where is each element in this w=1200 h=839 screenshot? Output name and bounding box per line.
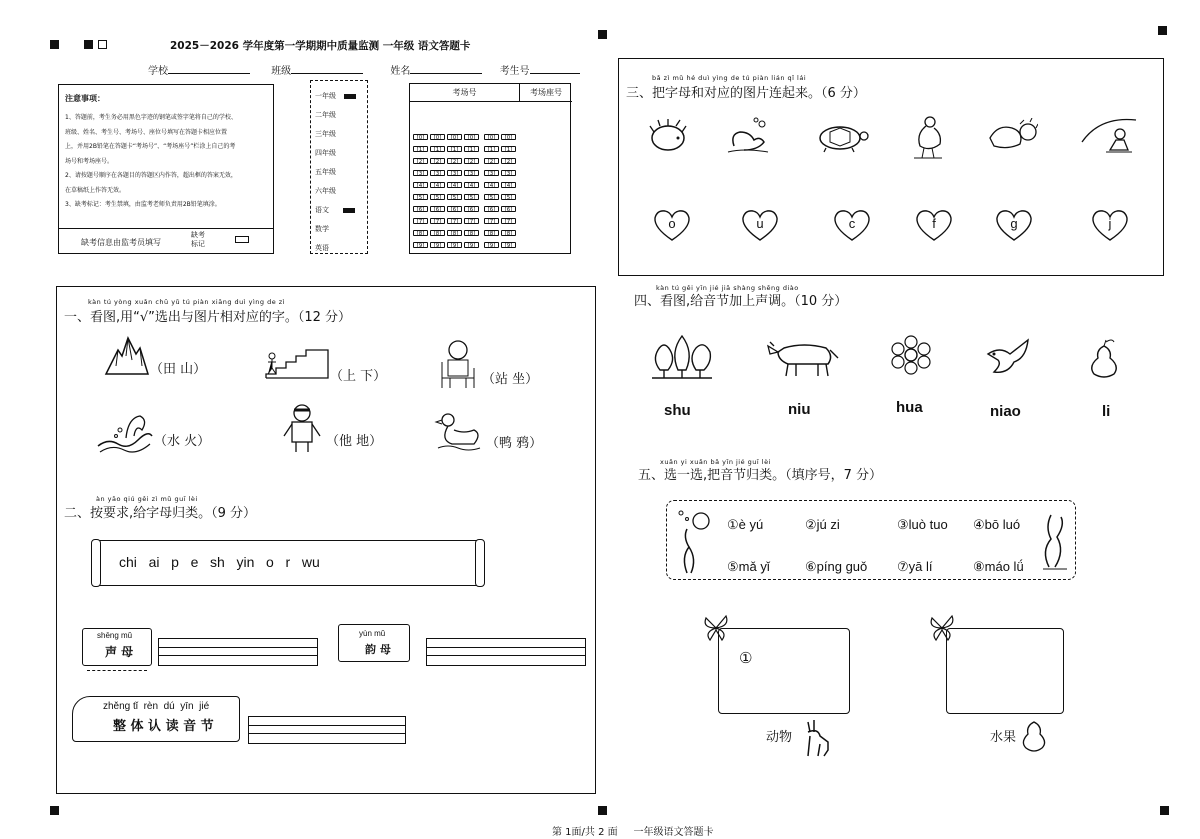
filled-answer: ① bbox=[739, 649, 753, 667]
zhengti-pinyin: zhěng tǐ rèn dú yīn jié bbox=[103, 701, 210, 712]
school-label: 学校 bbox=[148, 66, 168, 77]
fishing-boy-icon bbox=[1080, 112, 1142, 156]
q5-title: 五、选一选,把音节归类。（填序号，7 分） bbox=[638, 468, 883, 483]
digit-bubble[interactable]: [2] bbox=[430, 158, 445, 164]
digit-bubble[interactable]: [4] bbox=[464, 182, 479, 188]
shengmu-answer-lines[interactable] bbox=[158, 638, 318, 666]
goose-icon bbox=[724, 116, 772, 156]
letters-list: chi ai p e sh yin o r wu bbox=[119, 554, 320, 570]
digit-bubble[interactable]: [1] bbox=[447, 146, 462, 152]
digit-bubble[interactable]: [6] bbox=[413, 206, 428, 212]
hedgehog-icon bbox=[646, 118, 688, 154]
bubble-row[interactable] bbox=[412, 176, 517, 188]
heart-letter[interactable] bbox=[994, 208, 1034, 242]
bubble-row[interactable] bbox=[412, 152, 517, 164]
digit-bubble[interactable]: [6] bbox=[430, 206, 445, 212]
sitting-child-icon bbox=[436, 338, 480, 390]
bubble-row[interactable] bbox=[412, 164, 517, 176]
bubble-row[interactable] bbox=[412, 188, 517, 200]
yunmu-label: 韵 母 bbox=[365, 643, 391, 656]
digit-bubble[interactable]: [5] bbox=[501, 194, 516, 200]
digit-bubble[interactable]: [6] bbox=[484, 206, 499, 212]
zhengti-answer-lines[interactable] bbox=[248, 716, 406, 744]
digit-bubble[interactable]: [9] bbox=[464, 242, 479, 248]
digit-bubble[interactable]: [3] bbox=[447, 170, 462, 176]
pear-icon bbox=[1020, 718, 1048, 754]
q3-title: 三、把字母和对应的图片连起来。（6 分） bbox=[626, 86, 866, 101]
digit-bubble[interactable]: [9] bbox=[501, 242, 516, 248]
digit-bubble[interactable]: [9] bbox=[484, 242, 499, 248]
option-item: ⑦yā lí bbox=[897, 559, 933, 574]
option-item: ⑥píng guǒ bbox=[805, 559, 868, 574]
corner-mark bbox=[50, 806, 59, 815]
digit-bubble[interactable]: [5] bbox=[484, 194, 499, 200]
digit-bubble[interactable]: [0] bbox=[501, 134, 516, 140]
q1-option: （鸭 鸦） bbox=[486, 436, 543, 451]
q4-title: 四、看图,给音节加上声调。（10 分） bbox=[634, 294, 848, 309]
notice-line: 班级、姓名、考生号、考场号、座位号填写在答题卡相应位置 bbox=[65, 128, 228, 136]
q1-option: （水 火） bbox=[154, 434, 211, 449]
school-field[interactable] bbox=[168, 73, 250, 74]
animal-label: 动物 bbox=[766, 730, 793, 745]
water-wave-icon bbox=[96, 410, 154, 454]
digit-bubble[interactable]: [5] bbox=[447, 194, 462, 200]
digit-bubble[interactable]: [3] bbox=[413, 170, 428, 176]
option-item: ③luò tuo bbox=[897, 517, 948, 532]
trees-icon bbox=[650, 330, 714, 380]
heart-letter-text: j bbox=[1108, 216, 1112, 231]
digit-bubble[interactable]: [6] bbox=[447, 206, 462, 212]
q5-pinyin: xuǎn yi xuǎn bǎ yīn jié guī lèi bbox=[660, 458, 771, 466]
absent-checkbox[interactable] bbox=[235, 236, 249, 243]
grade-item[interactable]: 数学 bbox=[315, 225, 329, 233]
q1-option: （站 坐） bbox=[482, 372, 539, 387]
digit-bubble[interactable]: [4] bbox=[484, 182, 499, 188]
heart-letter-text: f bbox=[932, 216, 936, 231]
digit-bubble[interactable]: [8] bbox=[430, 230, 445, 236]
corner-mark bbox=[1158, 26, 1167, 35]
digit-bubble[interactable]: [1] bbox=[430, 146, 445, 152]
grade-item[interactable]: 二年级 bbox=[315, 111, 336, 119]
grade-item[interactable]: 语文 bbox=[315, 201, 356, 220]
bubble-row[interactable] bbox=[412, 200, 517, 212]
digit-bubble[interactable]: [5] bbox=[413, 194, 428, 200]
digit-bubble[interactable]: [1] bbox=[413, 146, 428, 152]
info-row bbox=[148, 62, 580, 77]
digit-bubble[interactable]: [1] bbox=[484, 146, 499, 152]
syllable: hua bbox=[896, 399, 923, 416]
q4-pinyin: kàn tú gěi yīn jié jiā shàng shēng diào bbox=[656, 284, 799, 292]
digit-bubble[interactable]: [3] bbox=[430, 170, 445, 176]
notice-line: 1、答题前，考生务必用黑色字迹的钢笔或签字笔将自己的学校、 bbox=[65, 114, 237, 121]
exam-no-label: 考生号 bbox=[499, 66, 530, 77]
bubble-row[interactable] bbox=[412, 140, 517, 152]
absent-note: 缺考信息由监考员填写 bbox=[81, 238, 161, 247]
digit-bubble[interactable]: [0] bbox=[413, 134, 428, 140]
options-row-1 bbox=[727, 517, 1020, 533]
divider bbox=[59, 228, 273, 229]
grade-item[interactable]: 五年级 bbox=[315, 168, 336, 176]
grade-item[interactable]: 四年级 bbox=[315, 149, 336, 157]
exam-no-field[interactable] bbox=[530, 73, 580, 74]
flower-icon bbox=[888, 334, 934, 376]
digit-bubble[interactable]: [8] bbox=[413, 230, 428, 236]
shengmu-pinyin: shēng mǔ bbox=[97, 631, 133, 640]
digit-bubble[interactable]: [2] bbox=[464, 158, 479, 164]
q3-pinyin: bǎ zì mǔ hé duì yìng de tú piàn lián qǐ lái bbox=[652, 74, 807, 82]
yunmu-answer-lines[interactable] bbox=[426, 638, 586, 666]
digit-bubble[interactable]: [4] bbox=[413, 182, 428, 188]
page-footer: 第 1面/共 2 面 一年级语文答题卡 bbox=[552, 827, 714, 838]
grade-item[interactable]: 六年级 bbox=[315, 187, 336, 195]
notice-line: 在草稿纸上作答无效。 bbox=[65, 186, 126, 194]
grade-item[interactable]: 三年级 bbox=[315, 130, 336, 138]
fruit-answer-box[interactable] bbox=[946, 628, 1064, 714]
mountain-icon bbox=[104, 336, 150, 376]
digit-bubble[interactable]: [0] bbox=[430, 134, 445, 140]
option-item: ①è yú bbox=[727, 517, 764, 532]
digit-bubble[interactable]: [0] bbox=[464, 134, 479, 140]
digit-bubble[interactable]: [9] bbox=[430, 242, 445, 248]
yunmu-pinyin: yùn mǔ bbox=[359, 629, 386, 638]
digit-bubble[interactable]: [7] bbox=[501, 218, 516, 224]
grade-selector bbox=[310, 80, 368, 254]
name-label: 姓名 bbox=[390, 66, 411, 77]
q2-title: 二、按要求,给字母归类。（9 分） bbox=[64, 506, 257, 521]
option-item: ⑤mǎ yǐ bbox=[727, 559, 770, 574]
heart-letter-text: g bbox=[1010, 216, 1018, 231]
notice-text bbox=[65, 111, 273, 213]
corner-mark bbox=[50, 40, 59, 49]
corner-mark bbox=[98, 40, 107, 49]
notice-line: 3、缺考标记：考生禁填，由监考老师负责用2B铅笔填涂。 bbox=[65, 201, 221, 208]
letters-scroll bbox=[92, 540, 482, 586]
digit-bubble[interactable]: [8] bbox=[484, 230, 499, 236]
digit-bubble[interactable]: [5] bbox=[464, 194, 479, 200]
heart-letter[interactable] bbox=[652, 208, 692, 242]
syllable: niu bbox=[788, 401, 811, 418]
page-title: 2025－2026 学年度第一学期期中质量监测 一年级 语文答题卡 bbox=[170, 40, 471, 52]
notice-title: 注意事项： bbox=[65, 94, 105, 103]
notice-line: 场号和考场座号。 bbox=[65, 157, 114, 165]
zhengti-label: 整 体 认 读 音 节 bbox=[113, 719, 214, 734]
digit-bubble[interactable]: [3] bbox=[464, 170, 479, 176]
bubble-row[interactable] bbox=[412, 212, 517, 224]
bubble-row[interactable] bbox=[412, 236, 517, 248]
digit-bubble[interactable]: [8] bbox=[501, 230, 516, 236]
name-field[interactable] bbox=[410, 73, 482, 74]
heart-letter-text: c bbox=[848, 216, 856, 231]
dove-icon bbox=[984, 336, 1034, 378]
digit-bubble[interactable]: [9] bbox=[413, 242, 428, 248]
digit-bubble[interactable]: [6] bbox=[501, 206, 516, 212]
q2-pinyin: àn yāo qiú gěi zì mǔ guī lèi bbox=[96, 495, 198, 503]
digit-bubble[interactable]: [9] bbox=[447, 242, 462, 248]
stairs-icon bbox=[262, 348, 330, 380]
corner-mark bbox=[1160, 806, 1169, 815]
digit-bubble[interactable]: [2] bbox=[413, 158, 428, 164]
bubble-row[interactable] bbox=[412, 224, 517, 236]
fruit-label: 水果 bbox=[990, 730, 1017, 745]
zhengti-train bbox=[72, 696, 240, 742]
bird-icon bbox=[984, 118, 1038, 154]
digit-bubble[interactable]: [1] bbox=[501, 146, 516, 152]
corner-mark bbox=[598, 30, 607, 39]
notice-line: 上，并用2B铅笔在答题卡“考场号”、“考场座号”栏涂上自己的考 bbox=[65, 143, 236, 150]
digit-bubble[interactable]: [2] bbox=[501, 158, 516, 164]
pear-icon bbox=[1086, 338, 1122, 380]
boy-icon bbox=[280, 402, 324, 454]
digit-bubble[interactable]: [8] bbox=[464, 230, 479, 236]
seaweed-icon bbox=[1037, 511, 1071, 571]
digit-bubble[interactable]: [4] bbox=[501, 182, 516, 188]
grade-list bbox=[315, 87, 356, 258]
digit-bubble[interactable]: [1] bbox=[464, 146, 479, 152]
shengmu-label: 声 母 bbox=[105, 645, 134, 659]
digit-bubble[interactable]: [6] bbox=[464, 206, 479, 212]
grade-item[interactable]: 一年级 bbox=[315, 87, 356, 106]
duck-icon bbox=[434, 410, 484, 452]
digit-bubble[interactable]: [2] bbox=[447, 158, 462, 164]
digit-bubble[interactable]: [8] bbox=[447, 230, 462, 236]
class-field[interactable] bbox=[291, 73, 363, 74]
seaweed-fish-icon bbox=[671, 507, 711, 577]
option-item: ②jú zi bbox=[805, 517, 840, 532]
bubble-grid[interactable] bbox=[412, 128, 517, 248]
q1-option: （田 山） bbox=[150, 362, 207, 377]
digit-bubble[interactable]: [5] bbox=[430, 194, 445, 200]
seat-no-header: 考场座号 bbox=[520, 84, 572, 102]
heart-letter[interactable] bbox=[740, 208, 780, 242]
syllable: li bbox=[1102, 403, 1111, 420]
corner-mark bbox=[598, 806, 607, 815]
yunmu-train bbox=[338, 624, 410, 662]
notice-line: 2、请按题号顺序在各题目的答题区内作答，超出框的答案无效， bbox=[65, 172, 237, 179]
notice-box bbox=[58, 84, 274, 254]
heart-letter[interactable] bbox=[832, 208, 872, 242]
grade-item[interactable]: 英语 bbox=[315, 244, 329, 252]
syllable: niao bbox=[990, 403, 1021, 420]
q1-option: （他 地） bbox=[326, 434, 383, 449]
heart-letter-text: o bbox=[668, 216, 676, 231]
chicken-icon bbox=[910, 112, 946, 160]
digit-bubble[interactable]: [7] bbox=[484, 218, 499, 224]
digit-bubble[interactable]: [3] bbox=[501, 170, 516, 176]
heart-letter-text: u bbox=[756, 216, 764, 231]
animal-answer-box[interactable] bbox=[718, 628, 850, 714]
class-label: 班级 bbox=[271, 66, 292, 77]
digit-bubble[interactable]: [7] bbox=[430, 218, 445, 224]
digit-bubble[interactable]: [3] bbox=[484, 170, 499, 176]
digit-bubble[interactable]: [0] bbox=[484, 134, 499, 140]
options-row-2 bbox=[727, 559, 1024, 575]
digit-bubble[interactable]: [7] bbox=[447, 218, 462, 224]
turtle-icon bbox=[812, 120, 870, 154]
digit-bubble[interactable]: [7] bbox=[464, 218, 479, 224]
options-box bbox=[666, 500, 1076, 580]
room-no-header: 考场号 bbox=[410, 84, 520, 102]
shengmu-train bbox=[82, 628, 152, 666]
q1-pinyin: kàn tú yòng xuǎn chū yǔ tú piàn xiāng duì yìng de zì bbox=[88, 298, 286, 306]
digit-bubble[interactable]: [4] bbox=[430, 182, 445, 188]
heart-letter[interactable] bbox=[1090, 208, 1130, 242]
cow-icon bbox=[764, 334, 840, 378]
corner-mark bbox=[84, 40, 93, 49]
digit-bubble[interactable]: [7] bbox=[413, 218, 428, 224]
absent-mark-label: 缺考 标记 bbox=[191, 231, 205, 248]
digit-bubble[interactable]: [2] bbox=[484, 158, 499, 164]
digit-bubble[interactable]: [0] bbox=[447, 134, 462, 140]
room-table bbox=[409, 83, 571, 254]
bubble-row[interactable] bbox=[412, 128, 517, 140]
donkey-icon bbox=[800, 718, 834, 758]
option-item: ⑧máo lǘ bbox=[973, 559, 1024, 574]
heart-letter[interactable] bbox=[914, 208, 954, 242]
q1-title: 一、看图,用“√”选出与图片相对应的字。（12 分） bbox=[64, 310, 352, 325]
q1-option: （上 下） bbox=[330, 369, 387, 384]
syllable: shu bbox=[664, 402, 691, 419]
digit-bubble[interactable]: [4] bbox=[447, 182, 462, 188]
option-item: ④bō luó bbox=[973, 517, 1021, 532]
